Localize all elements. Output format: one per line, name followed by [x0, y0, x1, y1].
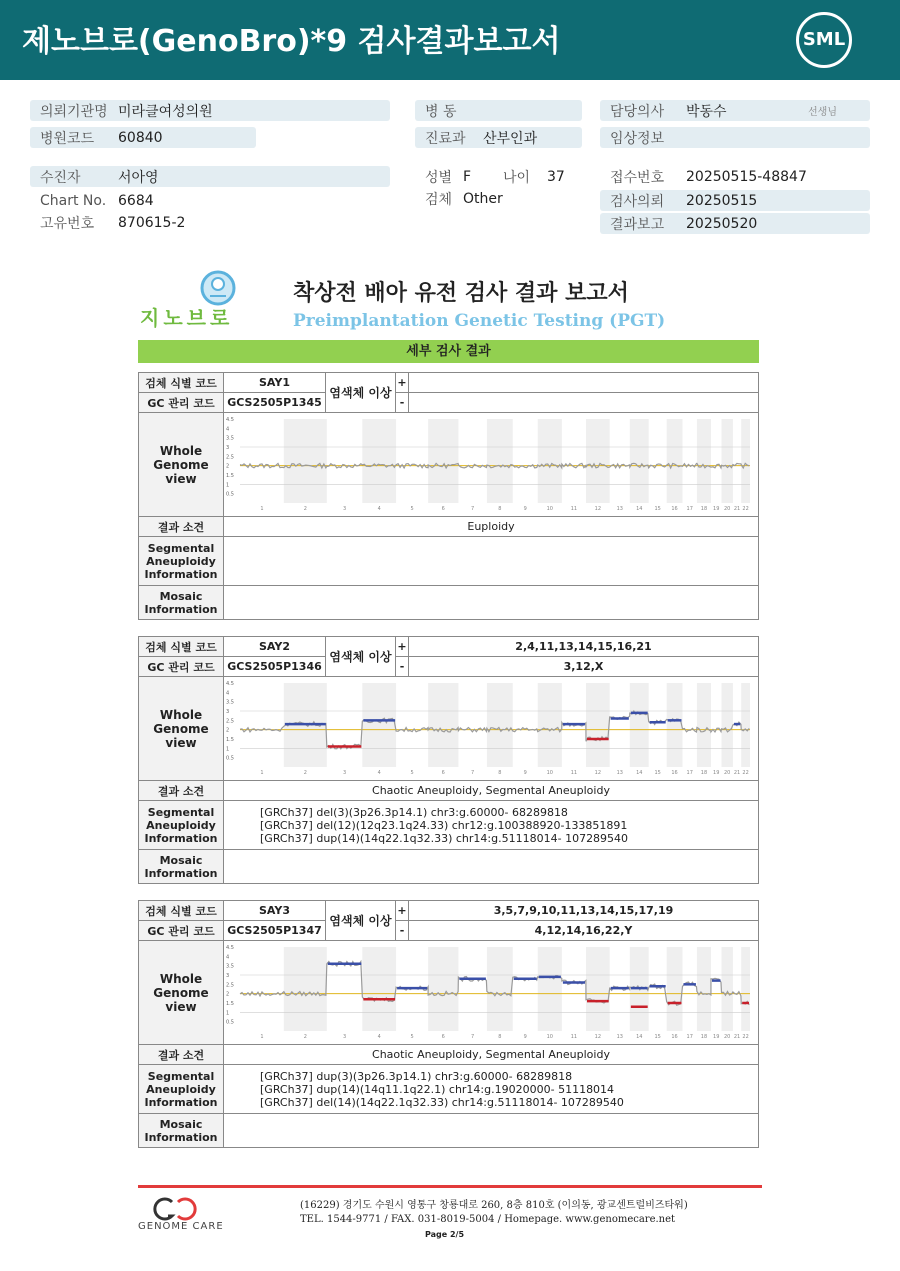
segmental-line: [GRCh37] del(14)(14q22.1q32.33) chr14:g.51118014- 107289540	[260, 1095, 624, 1109]
segmental-line: [GRCh37] del(3)(3p26.3p14.1) chr3:g.60000- 68289818	[260, 805, 568, 819]
result-value: Chaotic Aneuploidy, Segmental Aneuploidy	[224, 781, 759, 801]
mosaic-info	[224, 586, 759, 620]
chromosome-band	[721, 947, 732, 1031]
y-tick-label: 1.5	[226, 1001, 234, 1007]
x-tick-label: 12	[594, 506, 602, 512]
x-tick-label: 10	[546, 506, 554, 512]
x-tick-label: 6	[441, 1034, 445, 1040]
x-tick-label: 11	[570, 1034, 578, 1040]
contact-line: TEL. 1544-9771 / FAX. 031-8019-5004 / Homepage. www.genomecare.net	[300, 1214, 676, 1225]
specimen-row	[415, 188, 585, 209]
whole-genome-label: Whole Genome view	[139, 677, 224, 781]
x-tick-label: 14	[636, 506, 643, 512]
x-tick-label: 10	[546, 770, 554, 776]
y-tick-label: 1	[226, 746, 230, 753]
x-tick-label: 6	[441, 506, 445, 512]
y-tick-label: 4.5	[226, 681, 234, 687]
x-tick-label: 12	[594, 1034, 602, 1040]
x-tick-label: 20	[724, 770, 731, 776]
x-tick-label: 5	[410, 770, 414, 776]
chromosome-band	[667, 947, 683, 1031]
chromosome-band	[697, 947, 711, 1031]
chromosome-band	[428, 419, 458, 503]
abnormal-label: 염색체 이상	[326, 637, 396, 677]
x-tick-label: 9	[523, 770, 527, 776]
y-tick-label: 0.5	[226, 491, 234, 498]
age-label: 나이	[503, 169, 531, 186]
x-tick-label: 2	[303, 1034, 307, 1040]
sample-code-label: 검체 식별 코드	[139, 373, 224, 393]
y-tick-label: 2.5	[226, 454, 234, 461]
specimen-value: Other	[463, 190, 503, 207]
sample-table	[138, 636, 759, 884]
x-tick-label: 20	[724, 506, 731, 512]
address-line: (16229) 경기도 수원시 영통구 창룡대로 260, 8층 810호 (이의동, 광교센트럴비즈타워)	[300, 1200, 688, 1211]
mosaic-label: Mosaic Information	[139, 586, 224, 620]
institution-label: 의뢰기관명	[40, 103, 108, 120]
chromosome-band	[487, 947, 513, 1031]
x-tick-label: 1	[260, 770, 264, 776]
dept-row	[415, 127, 582, 148]
chromosome-band	[630, 683, 649, 767]
x-tick-label: 21	[733, 770, 741, 776]
sample-code: SAY2	[224, 637, 326, 657]
y-tick-label: 3.5	[226, 699, 234, 706]
y-tick-label: 1.5	[226, 737, 234, 743]
doctor-suffix: 선생님	[808, 107, 837, 118]
x-tick-label: 4	[377, 506, 381, 512]
x-tick-label: 22	[742, 1034, 749, 1040]
mosaic-label: Mosaic Information	[139, 1114, 224, 1148]
gc-code: GCS2505P1346	[224, 657, 326, 677]
minus-sign: -	[396, 393, 409, 413]
doctor-label: 담당의사	[610, 103, 665, 120]
x-tick-label: 8	[498, 770, 502, 776]
x-tick-label: 7	[471, 506, 475, 512]
abnormal-label: 염색체 이상	[326, 373, 396, 413]
name-row	[30, 166, 390, 187]
segmental-label: Segmental Aneuploidy Information	[139, 1065, 224, 1114]
x-tick-label: 15	[654, 1034, 661, 1040]
minus-sign: -	[396, 657, 409, 677]
sex-age-row	[415, 166, 585, 187]
y-tick-label: 2.5	[226, 718, 234, 725]
chromosome-band	[721, 683, 732, 767]
chromosome-band	[538, 683, 562, 767]
x-tick-label: 4	[377, 1034, 381, 1040]
gc-code-label: GC 관리 코드	[139, 921, 224, 941]
y-tick-label: 4.5	[226, 945, 234, 951]
chromosome-band	[697, 419, 711, 503]
mosaic-info	[224, 850, 759, 884]
name-value: 서아영	[118, 169, 159, 186]
hospital-code-label: 병원코드	[40, 130, 95, 147]
sample-code-label: 검체 식별 코드	[139, 901, 224, 921]
chromosome-band	[667, 419, 683, 503]
pgt-report-subtitle: Preimplantation Genetic Testing (PGT)	[293, 311, 666, 331]
y-tick-label: 3	[226, 973, 230, 979]
y-tick-label: 2	[226, 727, 230, 734]
whole-genome-chart	[224, 413, 758, 513]
x-tick-label: 16	[671, 770, 678, 776]
y-tick-label: 1	[226, 482, 230, 489]
gain-chromosomes: 3,5,7,9,10,11,13,14,15,17,19	[409, 901, 759, 921]
y-tick-label: 3.5	[226, 435, 234, 442]
y-tick-label: 3	[226, 709, 230, 715]
chromosome-band	[284, 419, 327, 503]
pgt-report-title: 착상전 배아 유전 검사 결과 보고서	[293, 281, 629, 306]
x-tick-label: 3	[342, 506, 347, 512]
age-value: 37	[547, 168, 565, 185]
plus-sign: +	[396, 901, 409, 921]
x-tick-label: 18	[700, 506, 708, 512]
chromosome-band	[362, 419, 396, 503]
x-tick-label: 4	[377, 770, 381, 776]
chromosome-band	[741, 683, 750, 767]
chromosome-band	[487, 419, 513, 503]
y-tick-label: 2	[226, 991, 230, 998]
x-tick-label: 9	[523, 1034, 527, 1040]
chromosome-band	[538, 947, 562, 1031]
genobro-logo-text: 지노브로	[140, 306, 234, 330]
id-label: 고유번호	[40, 215, 95, 232]
x-tick-label: 1	[260, 1034, 264, 1040]
gain-chromosomes: 2,4,11,13,14,15,16,21	[409, 637, 759, 657]
chromosome-band	[721, 419, 732, 503]
segmental-line: [GRCh37] del(12)(12q23.1q24.33) chr12:g.100388920-133851891	[260, 818, 628, 832]
x-tick-label: 3	[342, 770, 347, 776]
section-header: 세부 검사 결과	[138, 340, 759, 363]
chromosome-band	[630, 419, 649, 503]
chart-value: 6684	[118, 192, 154, 209]
x-tick-label: 13	[616, 770, 623, 776]
x-tick-label: 12	[594, 770, 602, 776]
doctor-value: 박동수	[686, 103, 727, 120]
x-tick-label: 16	[671, 506, 678, 512]
request-label: 검사의뢰	[610, 193, 665, 210]
ward-label: 병 동	[425, 103, 457, 120]
gc-code: GCS2505P1347	[224, 921, 326, 941]
x-tick-label: 5	[410, 506, 414, 512]
x-tick-label: 7	[471, 1034, 475, 1040]
y-tick-label: 1	[226, 1010, 230, 1017]
chromosome-band	[586, 419, 610, 503]
y-tick-label: 2.5	[226, 982, 234, 989]
loss-chromosomes	[409, 393, 759, 413]
chromosome-band	[697, 683, 711, 767]
y-tick-label: 4	[226, 954, 230, 961]
y-tick-label: 3	[226, 445, 230, 451]
footer-divider	[138, 1185, 762, 1188]
x-tick-label: 17	[686, 506, 693, 512]
request-value: 20250515	[686, 192, 758, 209]
dept-label: 진료과	[425, 130, 466, 147]
result-value: Euploidy	[224, 517, 759, 537]
x-tick-label: 19	[713, 1034, 720, 1040]
whole-genome-chart	[224, 677, 758, 777]
y-tick-label: 3.5	[226, 963, 234, 970]
y-tick-label: 2	[226, 463, 230, 470]
name-label: 수진자	[40, 169, 81, 186]
x-tick-label: 18	[700, 770, 708, 776]
chart-label: Chart No.	[40, 192, 107, 209]
y-tick-label: 1.5	[226, 473, 234, 479]
sample-table	[138, 900, 759, 1148]
whole-genome-label: Whole Genome view	[139, 413, 224, 517]
x-tick-label: 14	[636, 770, 643, 776]
segmental-line: [GRCh37] dup(14)(14q11.1q22.1) chr14:g.19020000- 51118014	[260, 1082, 615, 1096]
x-tick-label: 13	[616, 506, 623, 512]
clinical-label: 임상정보	[610, 130, 665, 147]
x-tick-label: 13	[616, 1034, 623, 1040]
dept-value: 산부인과	[483, 130, 538, 147]
result-label: 결과 소견	[139, 517, 224, 537]
report-date-label: 결과보고	[610, 216, 665, 233]
y-tick-label: 4	[226, 690, 230, 697]
page-number: Page 2/5	[425, 1230, 465, 1239]
clinical-row	[600, 127, 870, 148]
minus-sign: -	[396, 921, 409, 941]
x-tick-label: 11	[570, 770, 578, 776]
chromosome-band	[741, 419, 750, 503]
x-tick-label: 8	[498, 506, 502, 512]
institution-value: 미라클여성의원	[118, 103, 213, 120]
x-tick-label: 15	[654, 506, 661, 512]
x-tick-label: 8	[498, 1034, 502, 1040]
result-label: 결과 소견	[139, 1045, 224, 1065]
report-date-value: 20250520	[686, 215, 758, 232]
gc-code-label: GC 관리 코드	[139, 657, 224, 677]
y-tick-label: 0.5	[226, 1019, 234, 1026]
chromosome-band	[284, 947, 327, 1031]
chromosome-band	[667, 683, 683, 767]
x-tick-label: 7	[471, 770, 475, 776]
x-tick-label: 17	[686, 770, 693, 776]
x-tick-label: 22	[742, 506, 749, 512]
x-tick-label: 21	[733, 506, 741, 512]
chromosome-band	[362, 947, 396, 1031]
genome-care-text: GENOME CARE	[138, 1221, 224, 1232]
x-tick-label: 6	[441, 770, 445, 776]
segmental-line: [GRCh37] dup(14)(14q22.1q32.33) chr14:g.51118014- 107289540	[260, 831, 629, 845]
segmental-info	[224, 537, 759, 586]
footer-address	[300, 1199, 760, 1227]
plus-sign: +	[396, 373, 409, 393]
result-value: Chaotic Aneuploidy, Segmental Aneuploidy	[224, 1045, 759, 1065]
loss-chromosomes: 3,12,X	[409, 657, 759, 677]
chromosome-band	[428, 683, 458, 767]
x-tick-label: 5	[410, 1034, 414, 1040]
receipt-value: 20250515-48847	[686, 168, 807, 185]
x-tick-label: 20	[724, 1034, 731, 1040]
x-tick-label: 2	[303, 506, 307, 512]
sample-code: SAY3	[224, 901, 326, 921]
ward-row	[415, 100, 582, 121]
x-tick-label: 1	[260, 506, 264, 512]
id-value: 870615-2	[118, 214, 186, 231]
gc-code-label: GC 관리 코드	[139, 393, 224, 413]
x-tick-label: 3	[342, 1034, 347, 1040]
report-date-row	[600, 213, 870, 234]
sample-code-label: 검체 식별 코드	[139, 637, 224, 657]
x-tick-label: 2	[303, 770, 307, 776]
sample-table	[138, 372, 759, 620]
chromosome-band	[487, 683, 513, 767]
request-row	[600, 190, 870, 211]
specimen-label: 검체	[425, 191, 453, 208]
x-tick-label: 18	[700, 1034, 708, 1040]
chromosome-band	[538, 419, 562, 503]
gain-chromosomes	[409, 373, 759, 393]
chart-row	[30, 190, 390, 211]
segmental-label: Segmental Aneuploidy Information	[139, 537, 224, 586]
whole-genome-label: Whole Genome view	[139, 941, 224, 1045]
doctor-row	[600, 100, 870, 121]
plus-sign: +	[396, 637, 409, 657]
receipt-label: 접수번호	[610, 169, 665, 186]
sex-label: 성별	[425, 169, 453, 186]
report-header	[0, 0, 900, 80]
abnormal-label: 염색체 이상	[326, 901, 396, 941]
x-tick-label: 17	[686, 1034, 693, 1040]
id-row	[30, 212, 390, 233]
x-tick-label: 16	[671, 1034, 678, 1040]
x-tick-label: 10	[546, 1034, 554, 1040]
result-label: 결과 소견	[139, 781, 224, 801]
x-tick-label: 15	[654, 770, 661, 776]
x-tick-label: 14	[636, 1034, 643, 1040]
sex-value: F	[463, 168, 472, 185]
sample-code: SAY1	[224, 373, 326, 393]
segmental-label: Segmental Aneuploidy Information	[139, 801, 224, 850]
y-tick-label: 4.5	[226, 417, 234, 423]
receipt-row	[600, 166, 870, 187]
mosaic-info	[224, 1114, 759, 1148]
sml-logo: SML	[796, 12, 852, 68]
mosaic-label: Mosaic Information	[139, 850, 224, 884]
chromosome-band	[362, 683, 396, 767]
x-tick-label: 9	[523, 506, 527, 512]
institution-row	[30, 100, 390, 121]
loss-chromosomes: 4,12,14,16,22,Y	[409, 921, 759, 941]
x-tick-label: 19	[713, 506, 720, 512]
x-tick-label: 22	[742, 770, 749, 776]
whole-genome-chart	[224, 941, 758, 1041]
chromosome-band	[741, 947, 750, 1031]
y-tick-label: 4	[226, 426, 230, 433]
segmental-info	[224, 801, 759, 850]
report-title: 제노브로(GenoBro)*9 검사결과보고서	[22, 24, 561, 59]
chromosome-band	[586, 947, 610, 1031]
x-tick-label: 19	[713, 770, 720, 776]
chromosome-band	[428, 947, 458, 1031]
x-tick-label: 11	[570, 506, 578, 512]
segmental-info	[224, 1065, 759, 1114]
hospital-code-row	[30, 127, 256, 148]
chromosome-band	[586, 683, 610, 767]
y-tick-label: 0.5	[226, 755, 234, 762]
hospital-code-value: 60840	[118, 129, 163, 146]
gc-code: GCS2505P1345	[224, 393, 326, 413]
segmental-line: [GRCh37] dup(3)(3p26.3p14.1) chr3:g.60000- 68289818	[260, 1069, 573, 1083]
x-tick-label: 21	[733, 1034, 741, 1040]
